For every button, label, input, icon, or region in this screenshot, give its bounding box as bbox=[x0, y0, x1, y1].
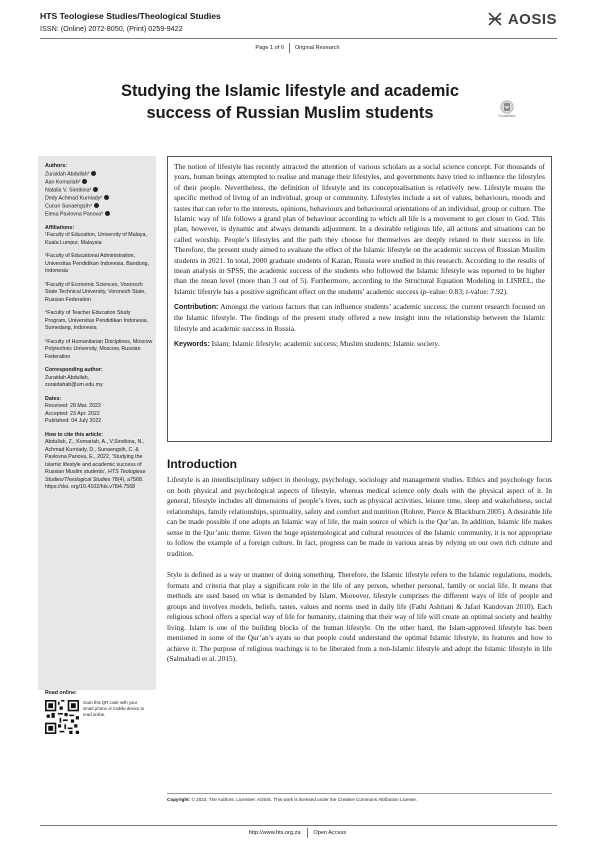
affiliation-item: ⁵Faculty of Humanitarian Disciplines, Moscow Polytechnic University, Moscow, Russian Federation bbox=[45, 338, 153, 360]
keywords-label: Keywords: bbox=[174, 340, 210, 348]
header-divider bbox=[40, 38, 557, 39]
author-item[interactable]: Aan Komariah² bbox=[45, 179, 153, 187]
citation-doi[interactable]: 78(4), a7568. https://doi. org/10.4102/hts.v78i4.7568 bbox=[45, 476, 144, 490]
sidebar-content bbox=[45, 163, 153, 498]
affiliation-item: ⁴Faculty of Teacher Education Study Program, Universitas Pendidikan Indonesia, Sumedang, Indonesia bbox=[45, 310, 149, 331]
orcid-icon[interactable] bbox=[94, 203, 99, 208]
authors-section bbox=[45, 163, 153, 219]
affiliations-section bbox=[45, 225, 153, 362]
abstract-box bbox=[167, 156, 552, 442]
title-line-1: Studying the Islamic lifestyle and academic bbox=[121, 82, 459, 100]
body-text bbox=[167, 475, 552, 665]
section-heading-introduction: Introduction bbox=[167, 457, 237, 471]
corresponding-email[interactable]: zuraidahab@um.edu.my bbox=[45, 382, 103, 388]
corresponding-section bbox=[45, 367, 153, 390]
logo-text: AOSIS bbox=[507, 10, 557, 28]
crossmark-label: CrossMark bbox=[498, 114, 516, 118]
contribution-label: Contribution: bbox=[174, 303, 219, 311]
affiliation-item: ²Faculty of Educational Administration, Universitas Pendidikan Indonesia, Bandung, Indonesia bbox=[45, 253, 149, 274]
date-accepted: Accepted: 23 Apr. 2022 bbox=[45, 410, 100, 417]
footer-divider bbox=[40, 825, 557, 826]
dates-section bbox=[45, 396, 153, 426]
citation-journal: HTS Teologiese Studies/Theological Studies bbox=[45, 469, 146, 483]
body-paragraph: Lifestyle is an interdisciplinary subject in theology, psychology, sociology and management studies. Ethics and psychology focus on both physical and psychological aspects of lifestyle, whereas medical science only deals with the physical aspect of it. In general, lifestyle includes all dimensions of people’s lives, such as physical activities, leisure time, sleep and wakefulness, social relationships, family relationships, spirituality, safety and comfort and nutrition (Rohrer, Pierce & Blackburn 2005). A desirable life can be made possible if one adopts an Islamic way of life, the main source of which is the Qur’an. In addition, Islamic life makes sense in the Qur’anic theme. Given the huge epistemological and cultural resources of the Islamic community, it is not appropriate to follow the example of a foreign culture. In fact, progress can be made in various areas by relying on our own rich culture and tradition. bbox=[167, 475, 552, 558]
publisher-logo[interactable] bbox=[486, 10, 557, 28]
abstract-paragraph: The notion of lifestyle has recently attracted the attention of various scholars as a social science concept. For thousands of years, human beings attempted to realise and manage their lifestyles, and governments have tried to influence the lifestyles of their people. Nevertheless, the definition of lifestyle and its conceptualisation is relatively new. Lifestyle means the specific method of living of an individual, group or community. Lifestyles include a set of values, behaviours, moods and tastes that can refer to the interests, opinions, behaviours and behavioural orientations of an individual, group or culture. The Islamic way of life follows a grand plan of behaviour according to which all life is a movement to get closer to God. This plan, however, is dynamic and always demands adjustment. In a desirable religious life, all actions and situations can be called worship. People’s lifestyles and the path they choose for themselves are deeply related to their success in life. Therefore, the present study aimed to evaluate the effect of the Islamic lifestyle on the academic success of Russian Muslim students in 2021. In total, 2000 graduate students of Kazan, Russia were studied in this research. According to the results of mean analysis in SPSS, the academic success of the students who followed the Islamic lifestyle was reported to be higher than the mean level (more than 3 out of 5). Furthermore, according to the Structural Equation Modeling in LISREL, the Islamic lifestyle has a positive significant effect on the students’ academic success (p-value: 0.83; t-value: 7.92). bbox=[174, 162, 545, 296]
orcid-icon[interactable] bbox=[105, 211, 110, 216]
page-footer bbox=[0, 828, 595, 838]
copyright-label: Copyright: bbox=[167, 797, 191, 802]
copyright-text: © 2022. The Authors. Licensee: AOSIS. This work is licensed under the Creative Commons Attribution License. bbox=[191, 797, 418, 802]
footer-url[interactable]: http://www.hts.org.za bbox=[248, 830, 301, 836]
citation-section bbox=[45, 432, 153, 492]
affiliation-item: ³Faculty of Economic Sciences, Voronezh State Technical University, Voronezh State, Russian Federation bbox=[45, 281, 146, 303]
crossmark-icon bbox=[500, 100, 514, 114]
journal-title: HTS Teologiese Studies/Theological Studies bbox=[40, 11, 221, 21]
read-online-heading: Read online: bbox=[45, 690, 77, 696]
author-item[interactable]: Natalia V. Sirotkina³ bbox=[45, 187, 153, 195]
read-online-text: Scan this QR code with your smart phone or mobile device to read online. bbox=[83, 700, 145, 717]
authors-heading: Authors: bbox=[45, 163, 68, 169]
date-published: Published: 04 July 2022 bbox=[45, 418, 102, 424]
author-item[interactable]: Cucun Sunaengsih⁴ bbox=[45, 203, 153, 211]
affiliation-item: ¹Faculty of Education, University of Malaya, Kuala Lumpur, Malaysia bbox=[45, 232, 147, 246]
citation-text: Abdullah, Z., Komariah, A., V.Sirotkina, N., Achmad Kurniady, D., Sunaengsih, C. & Pavlovna Panova, E., 2022, ‘Studying the Islamic lifestyle and academic success of Russian Muslim students’, HTS Teologiese Studies/Theological Studies 78(4), a7568. https://doi. org/10.4102/hts.v78i4.7568 bbox=[45, 439, 146, 490]
copyright-line bbox=[167, 793, 552, 802]
read-online-section bbox=[45, 690, 153, 734]
qr-code-icon[interactable] bbox=[45, 700, 79, 734]
title-line-2: success of Russian Muslim students bbox=[146, 104, 434, 122]
orcid-icon[interactable] bbox=[93, 187, 98, 192]
article-title bbox=[80, 80, 500, 124]
issn-line: ISSN: (Online) 2072-8050, (Print) 0259-9422 bbox=[40, 24, 183, 33]
footer-separator bbox=[307, 828, 308, 838]
footer-access: Open Access bbox=[313, 830, 347, 836]
page-label: Page 1 of 6 bbox=[255, 45, 285, 51]
body-paragraph: Style is defined as a way or manner of doing something. Therefore, the Islamic lifestyle refers to the Islamic regulations, models, formats and criteria that play a significant role in the life of any person, whether personal, family or social life. It means that methods are used based on what is demanded by Islam. Moreover, lifestyle comprises the different ways of life of people and groups and involves models, beliefs, tastes, values and norms used in daily life (Fathi Ashtiani & Jafari Kandovan 2010). Each religious school offers a special way of life for humanity, claiming that their way of life will create an optimal society and healthy living. Islam is one of the building blocks of the human lifestyle. On the other hand, the Islam-approved lifestyle has been mentioned in some of the Qur’an’s ayats so that people could understand the optimal Islamic lifestyle, its features and how to achieve it. The purpose of religious teachings is to be liberated from a non-Islamic lifestyle and adopt the Islamic lifestyle in life (Salmabadi et al. 2015). bbox=[167, 570, 552, 663]
article-type: Original Research bbox=[294, 45, 340, 51]
orcid-icon[interactable] bbox=[104, 195, 109, 200]
citation-heading: How to cite this article: bbox=[45, 431, 103, 438]
corresponding-heading: Corresponding author: bbox=[45, 367, 103, 373]
contribution-paragraph: Contribution: Amongst the various factors that can influence students’ academic success, the current research focused on the Islamic lifestyle. The findings of the present study offered a new insight into the relationship between the Islamic lifestyle and academic success in Russia. bbox=[174, 301, 545, 333]
dates-heading: Dates: bbox=[45, 395, 62, 402]
author-item[interactable]: Elena Pavlovna Panova⁵ bbox=[45, 211, 153, 219]
author-item[interactable]: Dedy Achmad Kurniady² bbox=[45, 195, 153, 203]
orcid-icon[interactable] bbox=[91, 171, 96, 176]
crossmark-badge[interactable] bbox=[498, 100, 515, 118]
corresponding-name: Zuraidah Abdullah, bbox=[45, 374, 90, 381]
author-item[interactable]: Zuraidah Abdullah¹ bbox=[45, 171, 153, 179]
orcid-icon[interactable] bbox=[82, 179, 87, 184]
meta-separator bbox=[289, 43, 290, 53]
keywords-paragraph: Keywords: Islam; Islamic lifestyle; academic success; Muslim students; Islamic society. bbox=[174, 338, 440, 348]
date-received: Received: 28 Mar. 2022 bbox=[45, 403, 101, 409]
aosis-mark-icon bbox=[486, 10, 504, 28]
affiliations-heading: Affiliations: bbox=[45, 224, 75, 231]
page-meta bbox=[0, 43, 595, 53]
